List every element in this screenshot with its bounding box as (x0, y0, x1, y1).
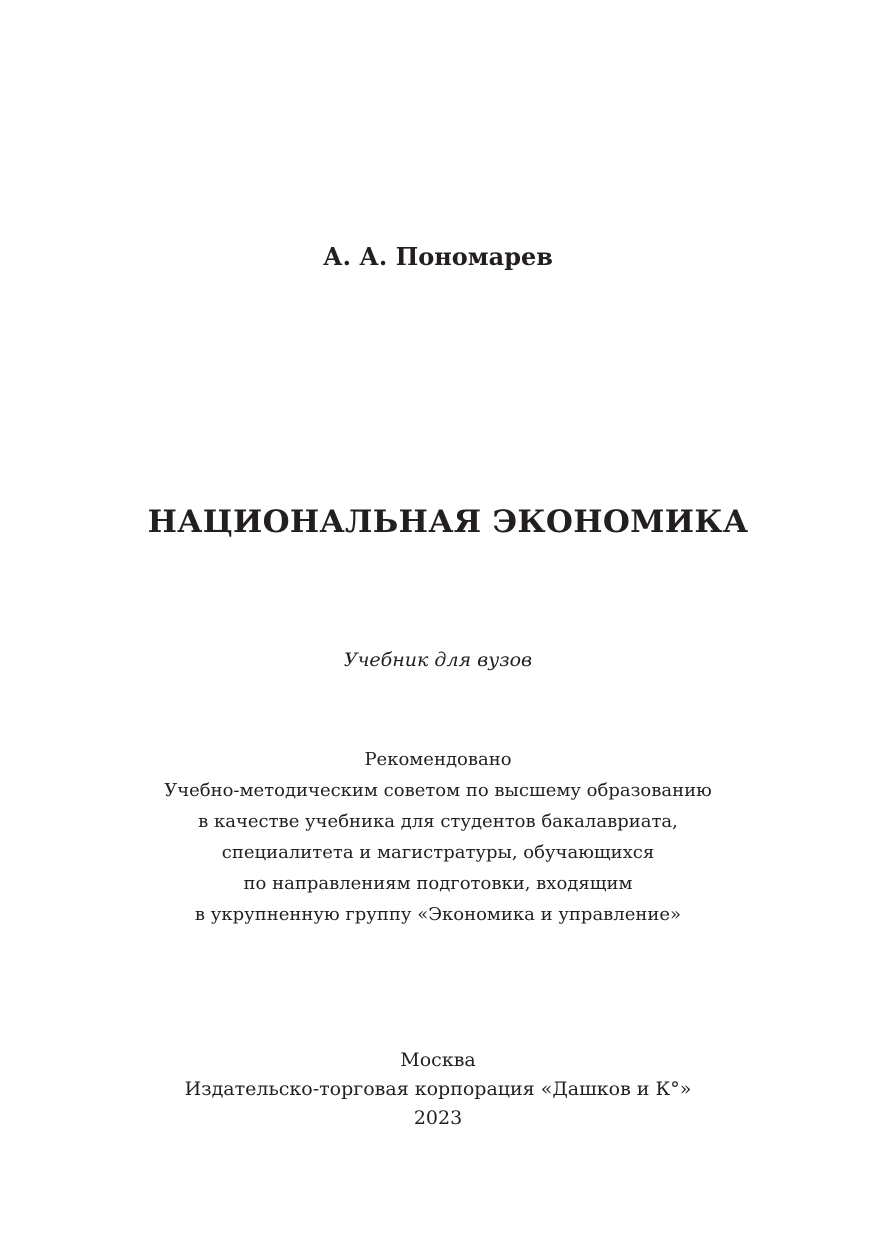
imprint-year: 2023 (413, 1107, 463, 1129)
imprint-publisher: Издательско-торговая корпорация «Дашков и К°» (184, 1078, 692, 1100)
recommendation-line: по направлениям подготовки, входящим (243, 873, 633, 894)
publisher-imprint (0, 1046, 876, 1133)
recommendation-line: в укрупненную группу «Экономика и управление» (194, 904, 682, 925)
recommendation-line: Рекомендовано (364, 749, 512, 770)
book-subtitle: Учебник для вузов (343, 649, 533, 671)
author-name: А. А. Пономарев (323, 242, 553, 271)
imprint-city: Москва (400, 1049, 476, 1071)
recommendation-line: в качестве учебника для студентов бакалавриата, (198, 811, 678, 832)
recommendation-line: специалитета и магистратуры, обучающихся (221, 842, 655, 863)
recommendation-line: Учебно-методическим советом по высшему образованию (164, 780, 712, 801)
book-title: НАЦИОНАЛЬНАЯ ЭКОНОМИКА (147, 504, 749, 540)
recommendation-statement (0, 744, 876, 930)
